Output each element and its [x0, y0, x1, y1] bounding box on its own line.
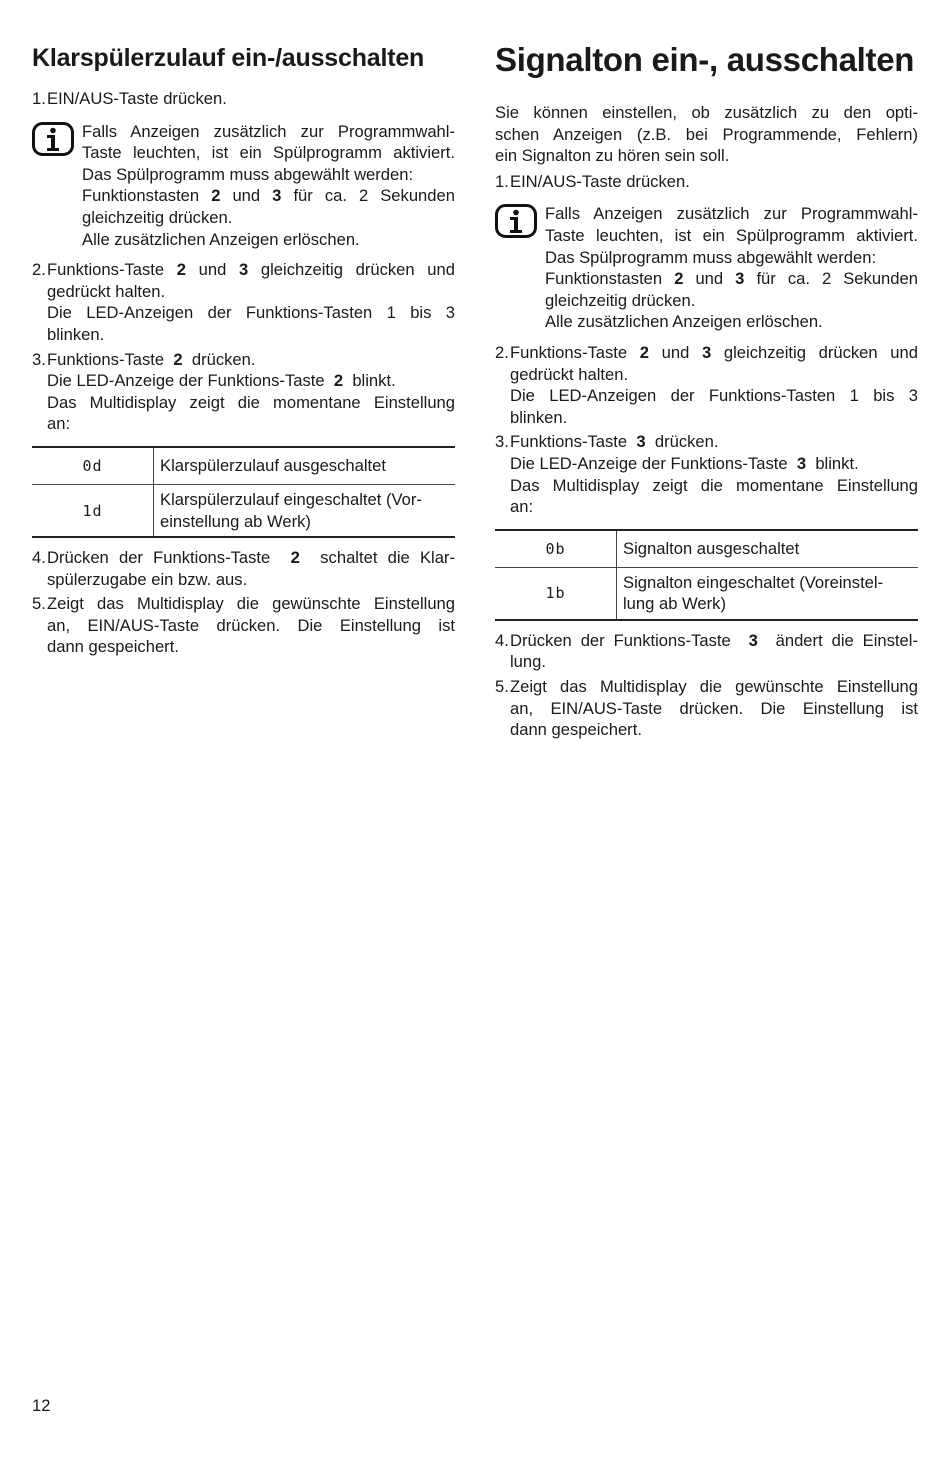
step-1: 1. EIN/AUS-Taste drücken. [495, 171, 690, 191]
step-3: 3. Funktions-Taste 2 drücken. Die LED-Anzeige der Funktions-Taste 2 blinkt. Das Multidisplay zeigt die momentane Einstellung an: [32, 349, 455, 434]
step-4: 4. Drücken der Funktions-Taste 3 ändert die Einstel- lung. [495, 630, 918, 672]
page-number: 12 [32, 1396, 51, 1415]
info-icon [32, 121, 82, 251]
setting-description: Signalton ausgeschaltet [623, 538, 800, 558]
step-3: 3. Funktions-Taste 3 drücken. Die LED-Anzeige der Funktions-Taste 3 blinkt. Das Multidisplay zeigt die momentane Einstellung an: [495, 432, 918, 517]
step-4: 4. Drücken der Funktions-Taste 2 schaltet die Klar- spülerzugabe ein bzw. aus. [32, 548, 455, 589]
table-row [495, 531, 918, 567]
table-row [32, 448, 455, 484]
step-2: 2. Funktions-Taste 2 und 3 gleichzeitig drücken und gedrückt halten. Die LED-Anzeigen der Funktions-Tasten 1 bis 3 blinken. [32, 260, 455, 344]
info-note-text: Falls Anzeigen zusätzlich zur Programmwahl- Taste leuchten, ist ein Spülprogramm aktiviert. Das Spülprogramm muss abgewählt werden: Funktionstasten 2 und 3 für ca. 2 Sekunden gleichzeitig drücken. Alle zusätzlichen Anzeigen erlöschen. [545, 204, 918, 332]
info-note [32, 121, 455, 251]
section-heading-rinse-aid: Klarspülerzulauf ein-/ausschalten [32, 44, 425, 72]
info-icon [495, 203, 545, 333]
info-note-text: Falls Anzeigen zusätzlich zur Programmwahl- Taste leuchten, ist ein Spülprogramm aktiviert. Das Spülprogramm muss abgewählt werden: Funktionstasten 2 und 3 für ca. 2 Sekunden gleichzeitig drücken. Alle zusätzlichen Anzeigen erlöschen. [82, 121, 455, 249]
left-content [32, 88, 455, 658]
display-code: 1b [495, 568, 617, 619]
step-5: 5. Zeigt das Multidisplay die gewünschte Einstellung an, EIN/AUS-Taste drücken. Die Einstellung ist dann gespeichert. [495, 677, 918, 740]
right-content [495, 102, 918, 741]
table-row [32, 484, 455, 536]
settings-table [495, 529, 918, 621]
step-5: 5. Zeigt das Multidisplay die gewünschte Einstellung an, EIN/AUS-Taste drücken. Die Einstellung ist dann gespeichert. [32, 594, 455, 657]
setting-description: Klarspülerzulauf eingeschaltet (Vor- einstellung ab Werk) [160, 489, 422, 531]
setting-description: Signalton eingeschaltet (Voreinstel- lung ab Werk) [623, 572, 884, 614]
settings-table [32, 446, 455, 538]
section-heading-signal-tone: Signalton ein-, ausschalten [495, 41, 915, 78]
display-code: 0b [495, 531, 617, 567]
display-code: 1d [32, 485, 154, 536]
setting-description: Klarspülerzulauf ausgeschaltet [160, 456, 386, 476]
info-note [495, 203, 918, 333]
step-1: 1. EIN/AUS-Taste drücken. [32, 89, 227, 108]
table-row [495, 567, 918, 619]
intro-paragraph: Sie können einstellen, ob zusätzlich zu den opti- schen Anzeigen (z.B. bei Programmende, Fehlern) ein Signalton zu hören sein soll. [495, 103, 918, 166]
display-code: 0d [32, 448, 154, 484]
step-2: 2. Funktions-Taste 2 und 3 gleichzeitig drücken und gedrückt halten. Die LED-Anzeigen der Funktions-Tasten 1 bis 3 blinken. [495, 342, 918, 427]
